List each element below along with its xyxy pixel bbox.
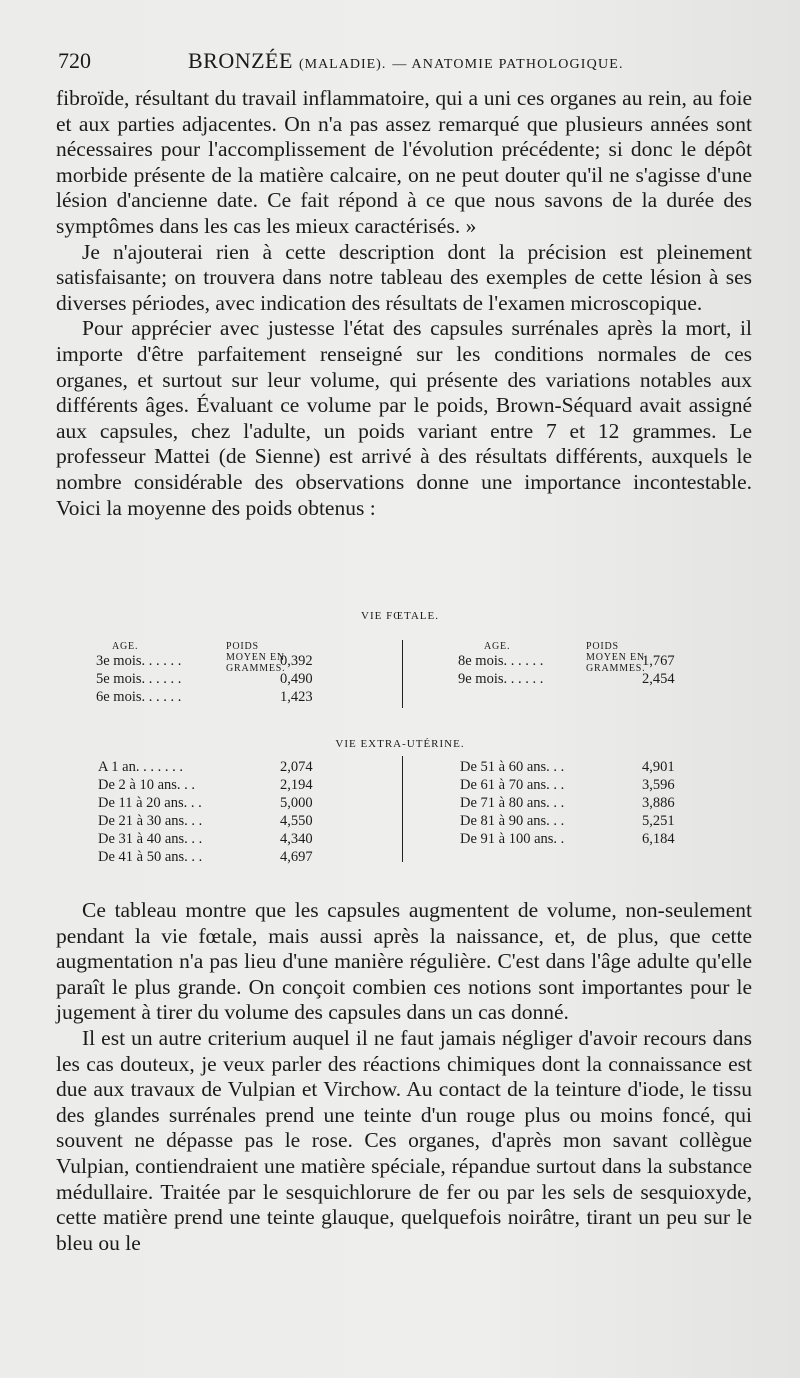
table-row: A 1 an. . . . . . . 2,074 xyxy=(98,759,313,775)
table-row: De 31 à 40 ans. . . 4,340 xyxy=(98,831,313,847)
table-row: 3e mois. . . . . . 0,392 xyxy=(96,653,313,669)
body-text-top xyxy=(56,86,752,521)
paragraph: Il est un autre criterium auquel il ne faut jamais négliger d'avoir recours dans les cas douteux, je veux parler des réactions chimiques dont la connaissance est due aux travaux de Vulpian et Virchow. Au contact de la teinture d'iode, le tissu des glandes surrénales prend une teinte d'un rouge plus ou moins foncé, qui souvent ne dépasse pas le rose. Ces organes, d'après mon savant collègue Vulpian, contiendraient une matière spéciale, répandue surtout dans la substance médullaire. Traitée par le sesquichlorure de fer ou par les sels de sesquioxyde, cette matière prend une teinte glauque, quelquefois noirâtre, tirant un peu sur le bleu ou le xyxy=(56,1025,752,1255)
running-header xyxy=(58,48,758,84)
table-row: De 71 à 80 ans. . . 3,886 xyxy=(460,795,675,811)
page-number: 720 xyxy=(58,48,91,73)
paragraph: Pour apprécier avec justesse l'état des capsules surrénales après la mort, il importe d'être parfaitement renseigné sur les conditions normales de ces organes, et surtout sur leur volume, qui présente des variations notables aux différents âges. Évaluant ce volume par le poids, Brown-Séquard avait assigné aux capsules, chez l'adulte, un poids variant entre 7 et 12 grammes. Le professeur Mattei (de Sienne) est arrivé à des résultats différents, auxquels le nombre considérable des observations donne une importance incontestable. Voici la moyenne des poids obtenus : xyxy=(56,316,752,520)
table-row: De 81 à 90 ans. . . 5,251 xyxy=(460,813,675,829)
table-row: De 21 à 30 ans. . . 4,550 xyxy=(98,813,313,829)
table-row: 5e mois. . . . . . 0,490 xyxy=(96,671,313,687)
paragraph: Je n'ajouterai rien à cette description dont la précision est pleinement satisfaisante; on trouvera dans notre tableau des exemples de cette lésion à ses diverses périodes, avec indication des résultats de l'examen microscopique. xyxy=(56,239,752,315)
table-row: De 91 à 100 ans. . 6,184 xyxy=(460,831,675,847)
title-paren: (MALADIE). xyxy=(298,57,387,72)
col-header-age: AGE. xyxy=(484,641,511,652)
table-row: De 41 à 50 ans. . . 4,697 xyxy=(98,849,313,865)
col-header-weight: POIDS MOYEN EN GRAMMES. xyxy=(226,641,286,674)
table-row: De 51 à 60 ans. . . 4,901 xyxy=(460,759,675,775)
table-row: De 2 à 10 ans. . . 2,194 xyxy=(98,777,313,793)
col-header-age: AGE. xyxy=(112,641,139,652)
column-divider xyxy=(402,640,403,708)
table-row: De 61 à 70 ans. . . 3,596 xyxy=(460,777,675,793)
col-header-weight: POIDS MOYEN EN GRAMMES. xyxy=(586,641,646,674)
table-row: 6e mois. . . . . . 1,423 xyxy=(96,689,313,705)
table-row: 8e mois. . . . . . 1,767 xyxy=(458,653,675,669)
paragraph: Ce tableau montre que les capsules augmentent de volume, non-seulement pendant la vie fœtale, mais aussi après la naissance, et, de plus, que cette augmentation n'a pas lieu d'une manière régulière. C'est dans l'âge adulte qu'elle paraît le plus grande. On conçoit combien ces notions sont importantes pour le jugement à tirer du volume des capsules dans un cas donné. xyxy=(56,898,752,1025)
table-foetal-title: VIE FŒTALE. xyxy=(361,610,439,622)
table-extra-title: VIE EXTRA-UTÉRINE. xyxy=(335,738,465,750)
paragraph: fibroïde, résultant du travail inflammatoire, qui a uni ces organes au rein, au foie et aux parties adjacentes. On n'a pas assez remarqué que plusieurs années sont nécessaires pour l'accomplissement de l'évolution précédente; si donc le dépôt morbide présente de la matière calcaire, on ne peut douter qu'il ne s'agisse d'une lésion d'ancienne date. Ce fait répond à ce que nous savons de la durée des symptômes dans les cas les mieux caractérisés. » xyxy=(56,86,752,238)
title-main: BRONZÉE xyxy=(188,48,293,73)
running-title xyxy=(188,48,624,74)
column-divider xyxy=(402,756,403,862)
table-row: De 11 à 20 ans. . . 5,000 xyxy=(98,795,313,811)
table-row: 9e mois. . . . . . 2,454 xyxy=(458,671,675,687)
title-rest: — ANATOMIE PATHOLOGIQUE. xyxy=(392,57,624,72)
body-text-bottom xyxy=(56,898,752,1256)
